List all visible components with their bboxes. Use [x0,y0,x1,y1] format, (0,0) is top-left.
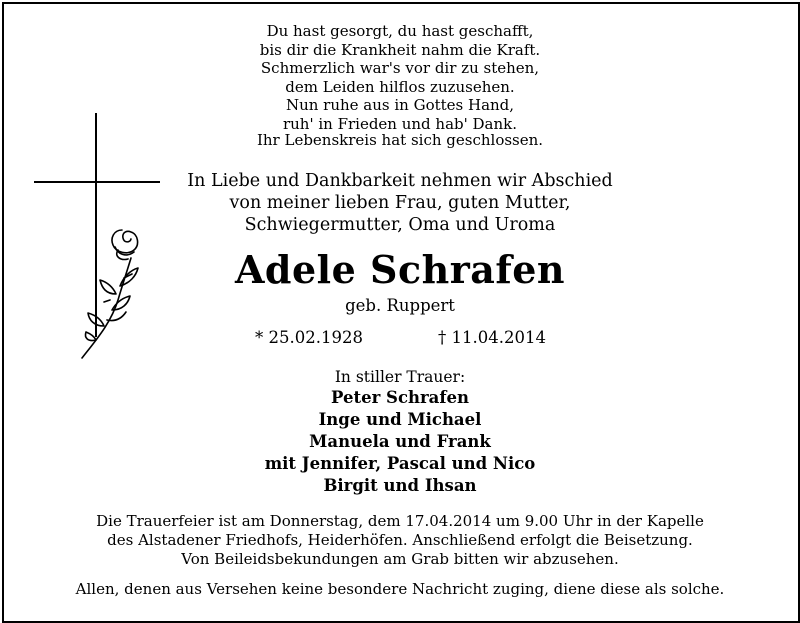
intro-line: von meiner lieben Frau, guten Mutter, [229,193,571,213]
poem-line: dem Leiden hilflos zuzusehen. [285,77,515,96]
poem-line: bis dir die Krankheit nahm die Kraft. [259,40,541,59]
ceremony-info [60,512,740,569]
farewell-intro [150,170,650,236]
mourner-entry: mit Jennifer, Pascal und Nico [264,454,536,473]
life-circle-line: Ihr Lebenskreis hat sich geschlossen. [256,131,544,149]
poem-line: ruh' in Frieden und hab' Dank. [282,114,518,133]
mourner-entry: Inge und Michael [318,410,482,429]
deceased-name: Adele Schrafen [234,247,566,292]
mourners-list [150,387,650,497]
ceremony-line: Die Trauerfeier ist am Donnerstag, dem 17.04.2014 um 9.00 Uhr in der Kapelle [96,512,704,530]
cross-bar [34,181,160,183]
intro-line: Schwiegermutter, Oma und Uroma [244,215,556,235]
poem-line: Schmerzlich war's vor dir zu stehen, [260,59,540,77]
footer-note: Allen, denen aus Versehen keine besondere Nachricht zuging, diene diese als solche. [75,580,725,598]
birth-date: * 25.02.1928 [255,328,363,347]
poem-line: Nun ruhe aus in Gottes Hand, [285,96,515,114]
mourning-label: In stiller Trauer: [334,368,466,386]
ceremony-line: Von Beileidsbekundungen am Grab bitten wir abzusehen. [181,550,619,568]
ceremony-line: des Alstadener Friedhofs, Heiderhöfen. Anschließend erfolgt die Beisetzung. [107,531,693,549]
mourner-entry: Peter Schrafen [331,388,469,407]
death-date: † 11.04.2014 [438,328,546,347]
poem [200,22,600,133]
intro-line: In Liebe und Dankbarkeit nehmen wir Abschied [187,171,613,191]
poem-line: Du hast gesorgt, du hast geschafft, [266,22,534,40]
birth-name: geb. Ruppert [345,296,455,315]
mourner-entry: Manuela und Frank [309,432,491,451]
mourner-entry: Birgit und Ihsan [323,476,477,495]
